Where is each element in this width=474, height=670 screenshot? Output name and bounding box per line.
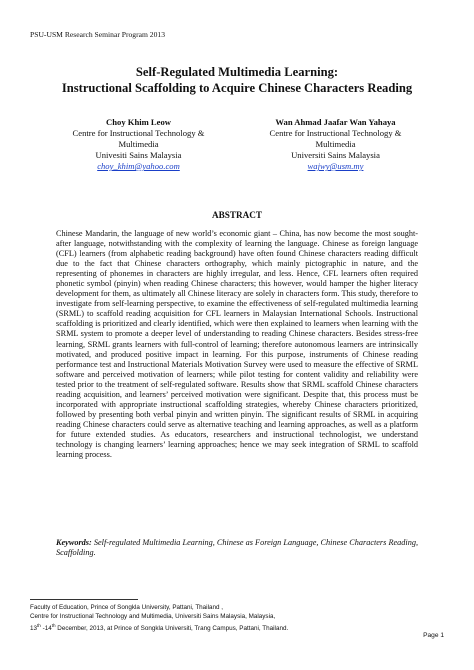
author-email-link[interactable]: wajwy@usm.my [307,161,364,171]
footer-venue: December, 2013, at Prince of Songkla Universiti, Trang Campus, Pattani, Thailand. [55,625,289,633]
author-affiliation: Multimedia [118,139,159,149]
footer-line: Centre for Instructional Technology and Multimedia, Universiti Sains Malaysia, Malaysia, [30,613,276,620]
abstract-body: Chinese Mandarin, the language of new world’s economic giant – China, has now become the most sought-after language, notwithstanding with the complexity of learning the language. Chinese as foreign language (CFL) learners (from alphabetic reading background) have often found Chinese characters reading difficult due to the fact that Chinese characters orthography, which mainly pictographic in nature, and the representing of phonemes in characters are highly irregular, and less. Hence, CFL learners often required phonetic symbol (pinyin) when reading Chinese characters; this however, would hamper the higher literacy development for them, as ultimately all Chinese literacy are solely in characters form. This study, therefore to investigate from self-learning perspective, to examine the effectiveness of self-regulated multimedia learning (SRML) to scaffold reading acquisition for CFL learners in Malaysian International Schools. Instructional scaffolding is prioritized and clearly identified, which were then explained to learners when learning with the SRML system to promote a deeper level of understanding to reading Chinese characters. Besides stress-free learning, SRML grants learners with full-control of learning; therefore autonomous learners are intrinsically motivated, and produced positive impact in learning. For this purpose, instruments of Chinese reading performance test and Instructional Materials Motivation Survey were used to measure the effective of SRML software and perceived motivation of learners; while pilot testing for content validity and reliability were tested prior to the treatment of self-regulated software. Results show that SRML scaffold Chinese characters reading acquisition, and learners’ perceived motivation were significant. Despite that, this process must be incorporated with appropriate instructional scaffolding strategies, whereby Chinese characters prioritized, followed by presenting both verbal pinyin and written pinyin. The significant results of SRML in acquiring reading Chinese characters could serve as alternative teaching and learning approaches, as well as a platform for future extended studies. As educators, researchers and instructional technologist, we understand technology is changing learners’ learning approaches; hence we may seek integration of SRML to scaffold learning process. [56,229,418,460]
author-1 [40,117,237,172]
keywords [56,538,418,558]
abstract-heading: ABSTRACT [211,210,263,220]
footer-line [30,621,288,633]
footer-line: Faculty of Education, Prince of Songkla University, Pattani, Thailand , [30,604,223,611]
footer-notes [30,603,288,633]
author-affiliation: Centre for Instructional Technology & [72,128,205,138]
author-university: Universiti Sains Malaysia [291,150,380,160]
footer-date-suffix: th [51,623,56,628]
author-affiliation: Centre for Instructional Technology & [269,128,402,138]
author-name: Choy Khim Leow [106,117,171,127]
footer-date-start: 13 [30,625,38,633]
footer-divider [30,599,138,600]
page-number: Page 1 [423,632,444,639]
title-line-1: Self-Regulated Multimedia Learning: [135,65,339,79]
author-university: Univesiti Sains Malaysia [95,150,182,160]
keywords-text: Self-regulated Multimedia Learning, Chinese as Foreign Language, Chinese Characters Reading, Scaffolding. [56,538,419,558]
keywords-label: Keywords: [56,538,92,547]
author-block [40,117,434,172]
author-2 [237,117,434,172]
author-name: Wan Ahmad Jaafar Wan Yahaya [275,117,396,127]
author-affiliation: Multimedia [315,139,356,149]
title-line-2: Instructional Scaffolding to Acquire Chinese Characters Reading [61,81,413,95]
footer-date-suffix: th [37,623,41,628]
footer-date-end: -14 [40,625,52,633]
running-head: PSU-USM Research Seminar Program 2013 [30,30,165,39]
paper-title [20,64,454,96]
author-email-link[interactable]: choy_khim@yahoo.com [97,161,180,171]
